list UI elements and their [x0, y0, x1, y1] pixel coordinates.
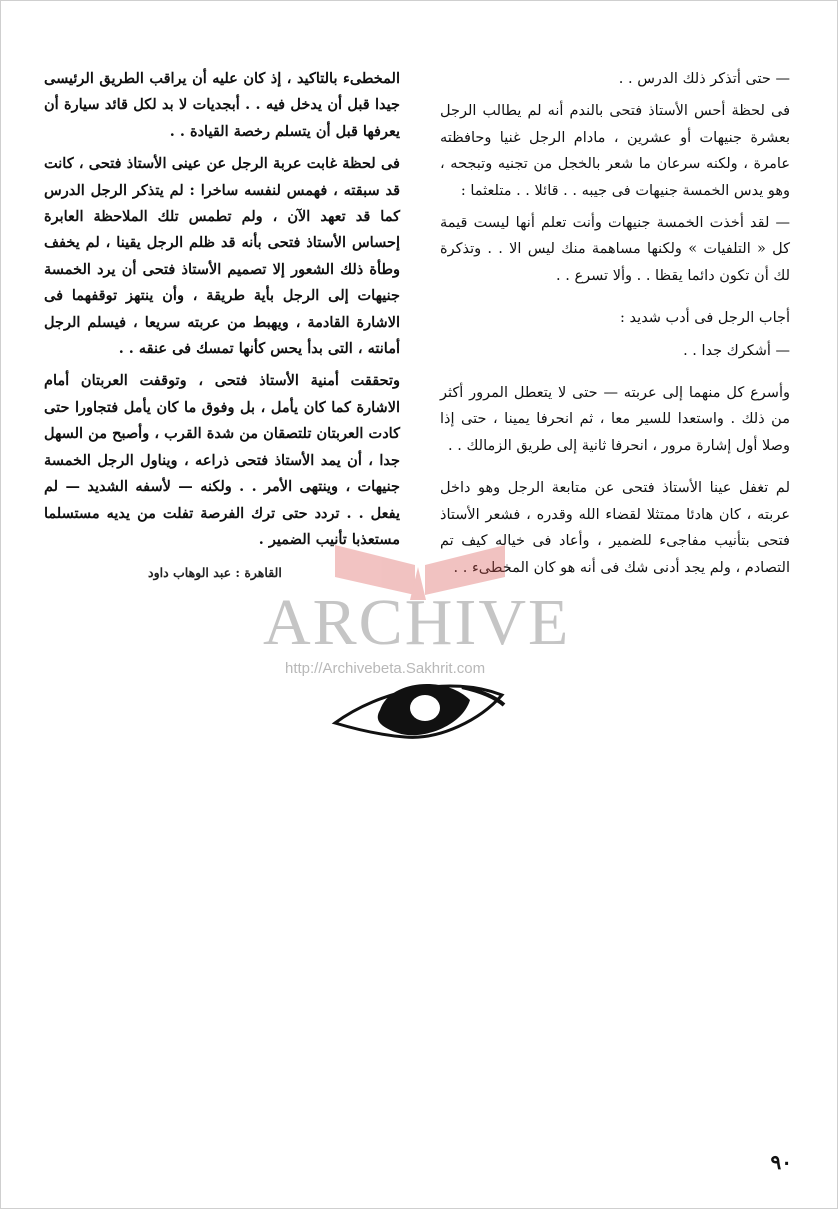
paragraph: فى لحظة غابت عربة الرجل عن عينى الأستاذ فتحى ، كانت قد سبقته ، فهمس لنفسه ساخرا : لم يتذكر الرجل الدرس كما قد تعهد الآن ، ولم تطمس تلك الملاحظة العابرة إحساس الأستاذ فتحى بأنه قد ظلم الرجل يقينا ، لم يخفف وطأة ذلك الشعور إلا تصميم الأستاذ فتحى أن يرد الخمسة جنيهات إلى الرجل بأية طريقة ، وأن ينتهز توقفهما فى الاشارة القادمة ، ويهبط من عربته سريعا ، فيسلم الرجل أمانته ، التى بدأ يحس كأنها تمسك فى عنقه . .: [44, 155, 400, 358]
paragraph: المخطىء بالتاكيد ، إذ كان عليه أن يراقب الطريق الرئيسى جيدا قبل أن يدخل فيه . . أبجديات لا بد لكل قائد سيارة أن يعرفها قبل أن يتسلم رخصة القيادة . .: [44, 70, 400, 140]
page-number: ٩٠: [770, 1150, 792, 1174]
paragraph: — حتى أتذكر ذلك الدرس . .: [618, 71, 790, 87]
paragraph: وتحققت أمنية الأستاذ فتحى ، وتوقفت العربتان أمام الاشارة كما كان يأمل ، بل وفوق ما كان يأمل فتجاورا حتى كادت العربتان تلتصقان من شدة القرب ، وأصبح من السهل جدا ، أن يمد الأستاذ فتحى ذراعه ، ويناول الرجل الخمسة جنيهات ، وينتهى الأمر . . ولكنه — لأسفه الشديد — لم يفعل . . تردد حتى ترك الفرصة تفلت من يديه مستسلما مستعذبا تأنيب الضمير .: [44, 372, 400, 548]
author-credit: القاهرة : عبد الوهاب داود: [148, 565, 282, 580]
paragraph: فى لحظة أحس الأستاذ فتحى بالندم أنه لم يطالب الرجل بعشرة جنيهات أو عشرين ، مادام الرجل غنيا وحافظته عامرة ، ولكنه سرعان ما شعر بالخجل من تجنيه وتبجحه ، وهو يدس الخمسة جنيهات فى جيبه . . قائلا . . متلعثما :: [440, 103, 790, 199]
paragraph: — أشكرك جدا . .: [683, 342, 790, 359]
paragraph: لم تغفل عينا الأستاذ فتحى عن متابعة الرجل وهو داخل عربته ، كان هادئا ممتثلا لقضاء الله وقدره ، فشعر الأستاذ فتحى بتأنيب مفاجىء للضمير ، وأعاد فى خياله كيف تم التصادم ، ولم يجد أدنى شك فى أنه هو كان المخطىء . .: [440, 480, 790, 576]
paragraph: وأسرع كل منهما إلى عربته — حتى لا يتعطل المرور أكثر من ذلك . واستعدا للسير معا ، ثم انحرفا يمينا ، حتى إذا وصلا أول إشارة مرور ، انحرفا ثانية إلى طريق الزمالك . .: [440, 385, 790, 454]
article-column-left: [44, 66, 400, 559]
watermark-url: http://Archivebeta.Sakhrit.com: [285, 660, 486, 677]
paragraph: أجاب الرجل فى أدب شديد :: [620, 310, 790, 327]
article-column-right: [440, 66, 790, 587]
paragraph: — لقد أخذت الخمسة جنيهات وأنت تعلم أنها ليست قيمة كل « التلفيات » ولكنها مساهمة منك ليس الا . . وتذكرة لك أن تكون دائما يقظا . . وألا تسرع . .: [440, 215, 790, 284]
watermark-brand-text: ARCHIVE: [263, 586, 571, 659]
